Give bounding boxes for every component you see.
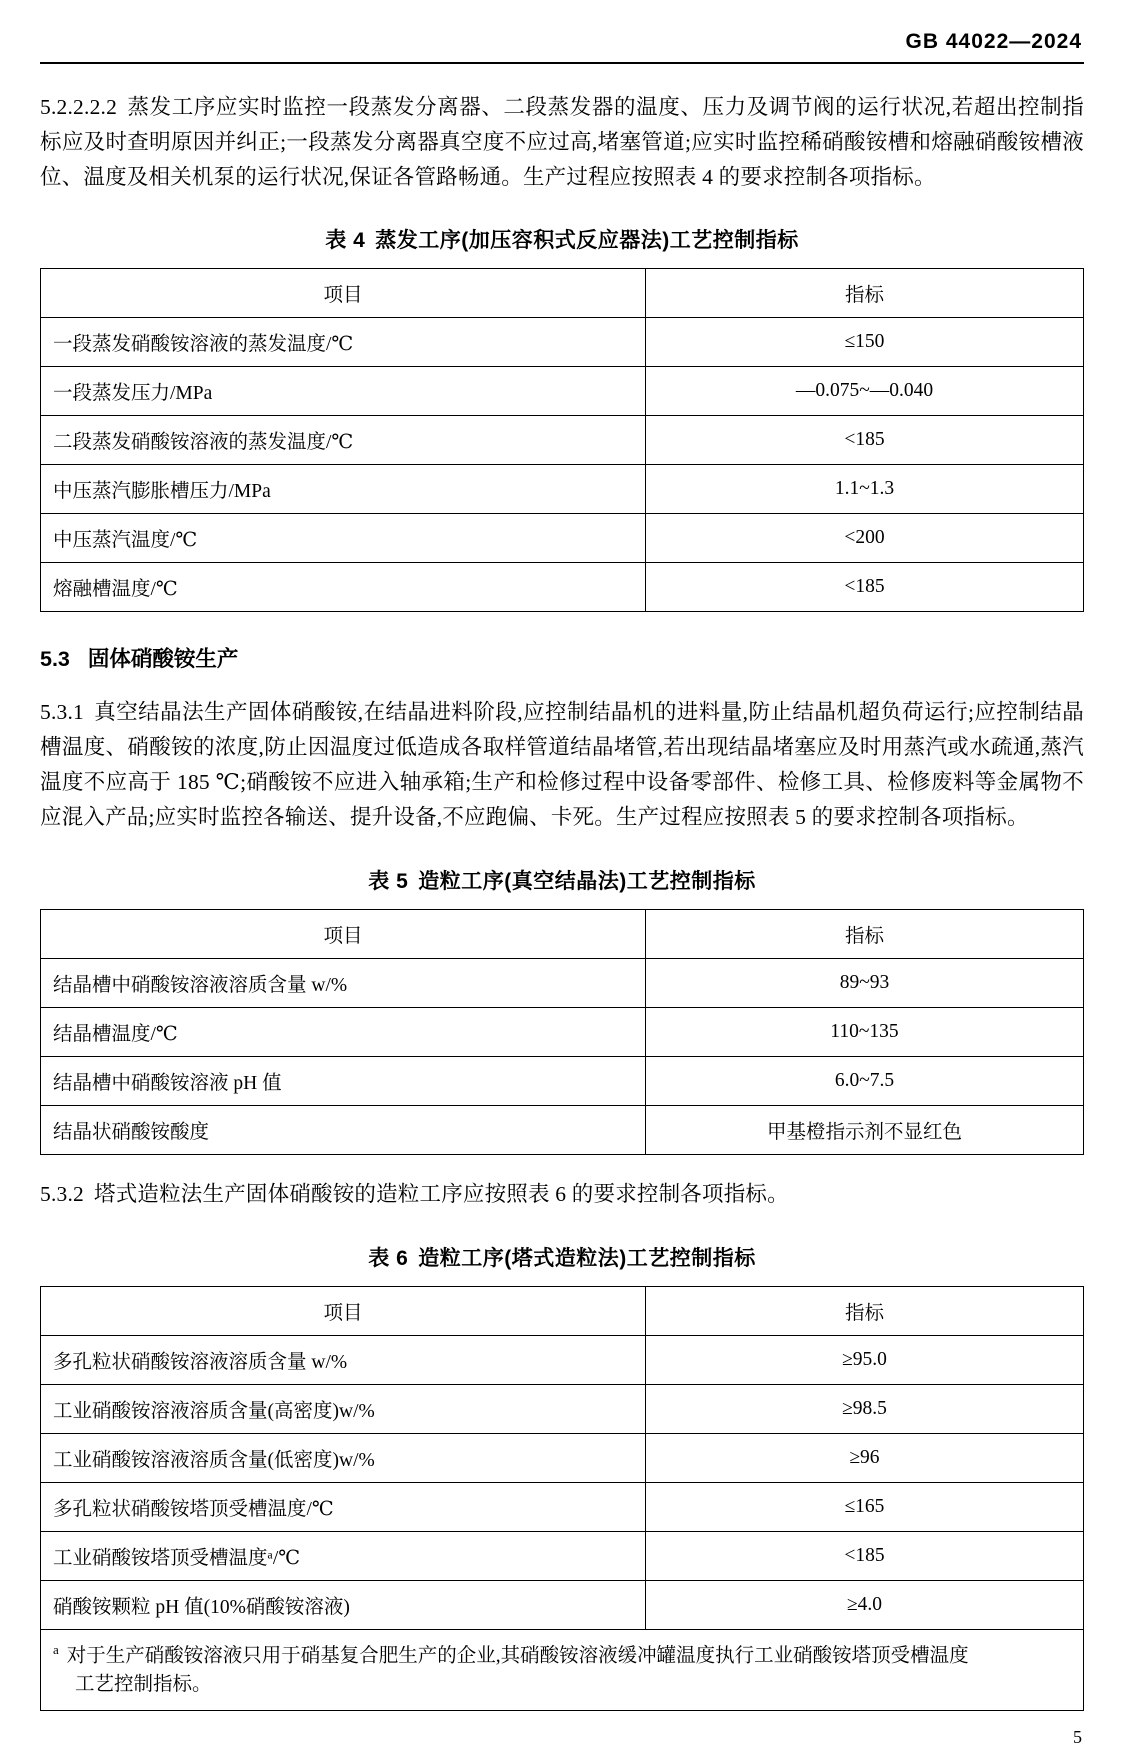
table4-row1-value: —0.075~—0.040 (645, 367, 1083, 416)
table6-row0-value: ≥95.0 (645, 1335, 1083, 1384)
table4-row2-item: 二段蒸发硝酸铵溶液的蒸发温度/℃ (41, 416, 646, 465)
table-footnote-row (41, 1629, 1084, 1710)
table4-header-value: 指标 (645, 269, 1083, 318)
table-row (41, 958, 1084, 1007)
table6-caption-title: 造粒工序(塔式造粒法)工艺控制指标 (418, 1246, 756, 1270)
clause-text: 真空结晶法生产固体硝酸铵,在结晶进料阶段,应控制结晶机的进料量,防止结晶机超负荷运行;应控制结晶槽温度、硝酸铵的浓度,防止因温度过低造成各取样管道结晶堵管,若出现结晶堵塞应及时用蒸汽或水疏通,蒸汽温度不应高于 185 ℃;硝酸铵不应进入轴承箱;生产和检修过程中设备零部件、检修工具、检修废料等金属物不应混入产品;应实时监控各输送、提升设备,不应跑偏、卡死。生产过程应按照表 5 的要求控制各项指标。 (40, 700, 1084, 829)
clause-number: 5.3.1 (40, 700, 84, 725)
table6-row4-item: 工业硝酸铵塔顶受槽温度ᵃ/℃ (41, 1531, 646, 1580)
table6-row5-value: ≥4.0 (645, 1580, 1083, 1629)
header-rule (40, 62, 1084, 64)
section-5-3 (40, 642, 1084, 673)
table-row (41, 1531, 1084, 1580)
clause-text: 蒸发工序应实时监控一段蒸发分离器、二段蒸发器的温度、压力及调节阀的运行状况,若超出控制指标应及时查明原因并纠正;一段蒸发分离器真空度不应过高,堵塞管道;应实时监控稀硝酸铵槽和熔融硝酸铵槽液位、温度及相关机泵的运行状况,保证各管路畅通。生产过程应按照表 4 的要求控制各项指标。 (40, 95, 1084, 189)
footnote-line-1: 对于生产硝酸铵溶液只用于硝基复合肥生产的企业,其硝酸铵溶液缓冲罐温度执行工业硝酸铵塔顶受槽温度 (66, 1645, 969, 1667)
table4-row1-item: 一段蒸发压力/MPa (41, 367, 646, 416)
table5-header-value: 指标 (645, 909, 1083, 958)
table-row (41, 1482, 1084, 1531)
table-header-row (41, 909, 1084, 958)
table4-caption-title: 蒸发工序(加压容积式反应器法)工艺控制指标 (375, 229, 799, 253)
table4-row4-value: <200 (645, 514, 1083, 563)
clause-text: 塔式造粒法生产固体硝酸铵的造粒工序应按照表 6 的要求控制各项指标。 (94, 1181, 789, 1206)
standard-code: GB 44022—2024 (905, 30, 1082, 53)
page-header (40, 30, 1084, 62)
table-row (41, 465, 1084, 514)
page-number: 5 (1073, 1727, 1082, 1747)
table4-row0-item: 一段蒸发硝酸铵溶液的蒸发温度/℃ (41, 318, 646, 367)
table-row (41, 367, 1084, 416)
table-header-row (41, 1286, 1084, 1335)
table6-row0-item: 多孔粒状硝酸铵溶液溶质含量 w/% (41, 1335, 646, 1384)
table-row (41, 1105, 1084, 1154)
clause-number: 5.2.2.2.2 (40, 95, 118, 119)
table5-row2-item: 结晶槽中硝酸铵溶液 pH 值 (41, 1056, 646, 1105)
table5-row3-value: 甲基橙指示剂不显红色 (645, 1105, 1083, 1154)
table-row (41, 1335, 1084, 1384)
clause-number: 5.3.2 (40, 1181, 84, 1206)
table6-row2-value: ≥96 (645, 1433, 1083, 1482)
table6-footnote (41, 1629, 1084, 1710)
table-row (41, 514, 1084, 563)
table6-row3-item: 多孔粒状硝酸铵塔顶受槽温度/℃ (41, 1482, 646, 1531)
table5-caption-number: 表 5 (368, 869, 409, 893)
table-header-row (41, 269, 1084, 318)
table4-row3-value: 1.1~1.3 (645, 465, 1083, 514)
clause-5-3-2 (40, 1177, 1084, 1212)
table6-header-value: 指标 (645, 1286, 1083, 1335)
table5-row3-item: 结晶状硝酸铵酸度 (41, 1105, 646, 1154)
table6-row3-value: ≤165 (645, 1482, 1083, 1531)
table-row (41, 318, 1084, 367)
table6-caption-number: 表 6 (368, 1246, 409, 1270)
clause-5-3-1 (40, 695, 1084, 834)
table4-row5-item: 熔融槽温度/℃ (41, 563, 646, 612)
table4-caption-number: 表 4 (325, 229, 366, 253)
table4-row0-value: ≤150 (645, 318, 1083, 367)
table-row (41, 1007, 1084, 1056)
table5 (40, 909, 1084, 1155)
table4-row3-item: 中压蒸汽膨胀槽压力/MPa (41, 465, 646, 514)
table-row (41, 1056, 1084, 1105)
clause-5-2-2-2-2 (40, 90, 1084, 194)
table4-row2-value: <185 (645, 416, 1083, 465)
table-row (41, 563, 1084, 612)
table5-row2-value: 6.0~7.5 (645, 1056, 1083, 1105)
table6-row1-value: ≥98.5 (645, 1384, 1083, 1433)
table4 (40, 268, 1084, 612)
footnote-marker: a (53, 1641, 59, 1657)
table6-row2-item: 工业硝酸铵溶液溶质含量(低密度)w/% (41, 1433, 646, 1482)
table-row (41, 416, 1084, 465)
table5-header-item: 项目 (41, 909, 646, 958)
table4-caption (40, 224, 1084, 254)
section-5-3-number: 5.3 (40, 647, 70, 672)
table6-row5-item: 硝酸铵颗粒 pH 值(10%硝酸铵溶液) (41, 1580, 646, 1629)
table-row (41, 1433, 1084, 1482)
footnote-line-2: 工艺控制指标。 (75, 1674, 212, 1696)
table5-row0-item: 结晶槽中硝酸铵溶液溶质含量 w/% (41, 958, 646, 1007)
table5-caption (40, 865, 1084, 895)
section-5-3-title: 固体硝酸铵生产 (87, 647, 239, 672)
table-row (41, 1384, 1084, 1433)
table6-row1-item: 工业硝酸铵溶液溶质含量(高密度)w/% (41, 1384, 646, 1433)
table5-row1-item: 结晶槽温度/℃ (41, 1007, 646, 1056)
table6 (40, 1286, 1084, 1711)
table6-row4-value: <185 (645, 1531, 1083, 1580)
table5-row0-value: 89~93 (645, 958, 1083, 1007)
table4-header-item: 项目 (41, 269, 646, 318)
table5-caption-title: 造粒工序(真空结晶法)工艺控制指标 (418, 869, 756, 893)
table4-row4-item: 中压蒸汽温度/℃ (41, 514, 646, 563)
table5-row1-value: 110~135 (645, 1007, 1083, 1056)
table4-row5-value: <185 (645, 563, 1083, 612)
table6-header-item: 项目 (41, 1286, 646, 1335)
table6-caption (40, 1242, 1084, 1272)
table-row (41, 1580, 1084, 1629)
